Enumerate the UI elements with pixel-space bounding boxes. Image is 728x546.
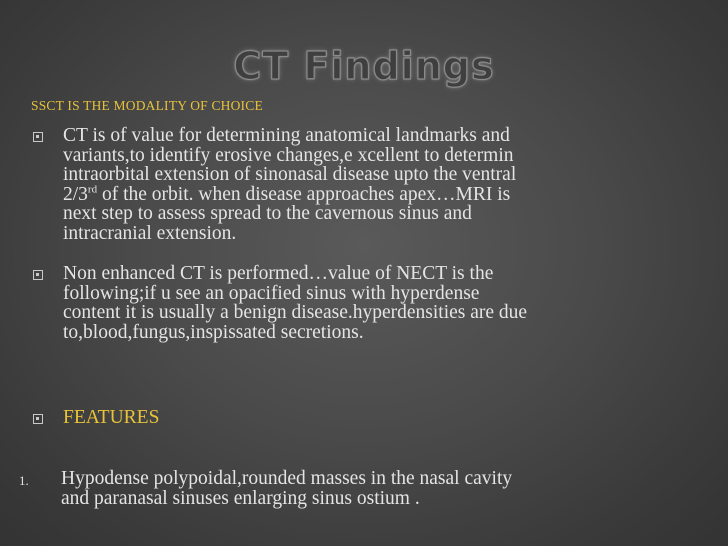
bullet-text: Non enhanced CT is performed…value of NECT is the following;if u see an opacified sinus with hyperdense content it is usually a benign disease.hyperdensities are due to,blood,fungus,inspissated secretions. <box>63 263 528 343</box>
slide-title: CT Findings <box>233 44 495 88</box>
bullet-text-part-a: CT is of value for determining anatomical landmarks and variants,to identify erosive changes,e xcellent to determin intraorbital extension of sinonasal disease upto the ventral 2/3 <box>63 125 517 205</box>
bullet-text-part-b: of the orbit. when disease approaches apex…MRI is next step to assess spread to the cavernous sinus and intracranial extension. <box>63 183 511 244</box>
bullet-text-superscript: rd <box>87 183 98 195</box>
features-heading: FEATURES <box>63 407 160 428</box>
square-bullet-icon <box>33 414 43 424</box>
list-number: 1. <box>19 473 29 488</box>
numbered-item-text: Hypodense polypoidal,rounded masses in the nasal cavity and paranasal sinuses enlarging sinus ostium . <box>61 468 513 509</box>
square-bullet-icon <box>33 270 43 280</box>
bullet-text <box>63 126 713 243</box>
slide-subheading: SSCT IS THE MODALITY OF CHOICE <box>31 98 263 113</box>
square-bullet-icon <box>33 132 43 142</box>
